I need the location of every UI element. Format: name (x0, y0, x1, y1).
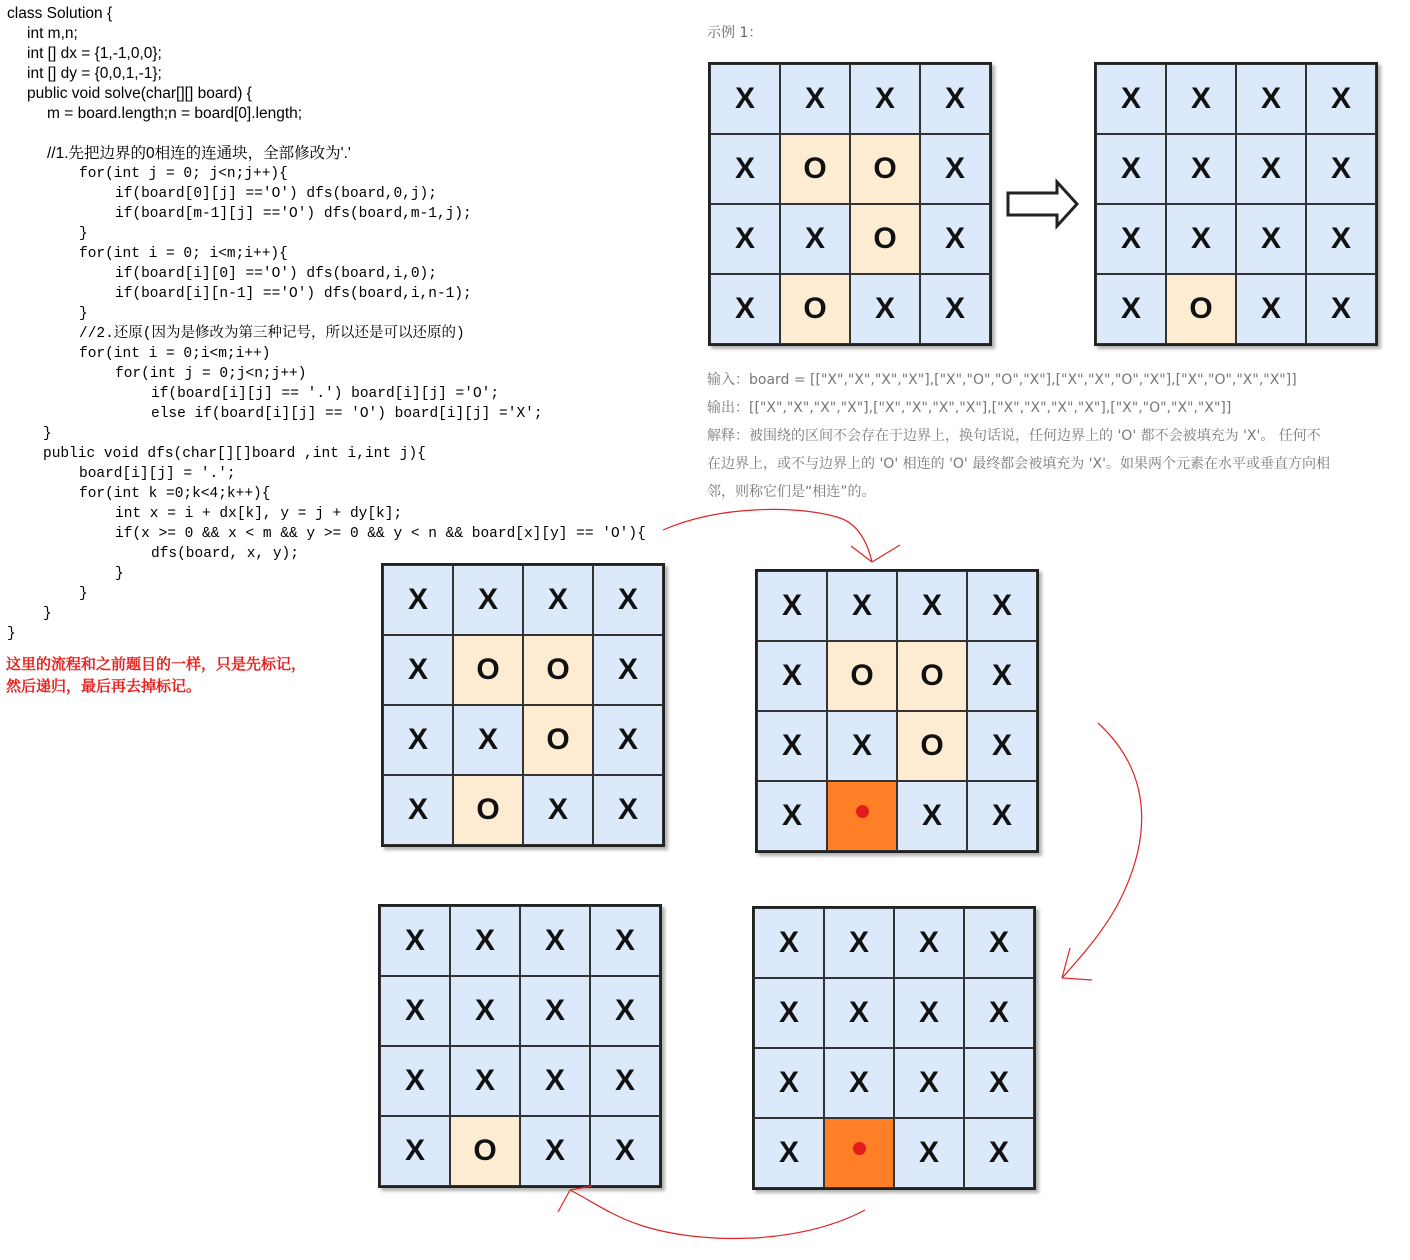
board-cell-o: O (850, 134, 920, 204)
board-cell-x: X (380, 1116, 450, 1186)
board-cell-o: O (453, 635, 523, 705)
board-cell-o: O (780, 134, 850, 204)
example-explanation-2: 在边界上，或不与边界上的 'O' 相连的 'O' 最终都会被填充为 'X'。如果两个元素在水平或垂直方向相 (707, 456, 1330, 472)
board-cell-x: X (1306, 134, 1376, 204)
board-cell-x: X (380, 906, 450, 976)
code-line: int [] dx = {1,-1,0,0}; (27, 45, 162, 62)
code-line: dfs(board, x, y); (151, 546, 299, 562)
flow-arrow-1-head-icon (851, 545, 900, 562)
code-line: } (115, 566, 124, 582)
code-line: } (79, 306, 88, 322)
board-cell-x: X (710, 204, 780, 274)
board-cell-x: X (827, 711, 897, 781)
board-cell-x: X (453, 705, 523, 775)
board-cell-x: X (757, 641, 827, 711)
board-cell-x: X (710, 64, 780, 134)
code-line: class Solution { (7, 5, 113, 22)
board-cell-x: X (383, 705, 453, 775)
board-cell-x: X (754, 1118, 824, 1188)
board-cell-x: X (590, 1116, 660, 1186)
board-cell-x: X (520, 906, 590, 976)
code-line: } (79, 586, 88, 602)
code-line: } (7, 626, 16, 642)
flow-arrow-2-head-icon (1062, 948, 1092, 980)
code-line: } (43, 426, 52, 442)
board-cell-o: O (827, 641, 897, 711)
board-cell-x: X (824, 978, 894, 1048)
board-cell-x: X (920, 134, 990, 204)
board-cell-o: O (453, 775, 523, 845)
code-line: //2.还原(因为是修改为第三种记号，所以还是可以还原的) (79, 326, 465, 342)
board-cell-x: X (710, 134, 780, 204)
flow-arrow-1-icon (663, 509, 872, 562)
board-cell-x: X (523, 565, 593, 635)
code-line: } (79, 226, 88, 242)
board-cell-x: X (593, 705, 663, 775)
code-line: int m,n; (27, 25, 78, 42)
code-line: } (43, 606, 52, 622)
board-cell-o: O (897, 711, 967, 781)
board-cell-x: X (1096, 204, 1166, 274)
board-cell-x: X (383, 565, 453, 635)
board-cell-x: X (894, 908, 964, 978)
board-cell-x: X (757, 781, 827, 851)
board-cell-x: X (964, 1048, 1034, 1118)
board-cell-x: X (824, 908, 894, 978)
code-line: int [] dy = {0,0,1,-1}; (27, 65, 162, 82)
code-line: else if(board[i][j] == 'O') board[i][j] ='X'; (151, 406, 543, 422)
board-cell-x: X (894, 1048, 964, 1118)
board-cell-x: X (1096, 64, 1166, 134)
board-cell-x: X (1166, 64, 1236, 134)
code-line: for(int j = 0; j<n;j++){ (79, 166, 288, 182)
board-cell-x: X (757, 571, 827, 641)
board-cell-x: X (827, 571, 897, 641)
board-cell-x: X (967, 711, 1037, 781)
board-cell-x: X (824, 1048, 894, 1118)
code-line: if(board[m-1][j] =='O') dfs(board,m-1,j); (115, 206, 472, 222)
code-line: public void dfs(char[][]board ,int i,int j){ (43, 446, 426, 462)
board-cell-x: X (964, 908, 1034, 978)
example-explanation-3: 邻，则称它们是“相连”的。 (707, 484, 876, 500)
board-cell-x: X (453, 565, 523, 635)
board-cell-x: X (757, 711, 827, 781)
board-cell-x: X (590, 1046, 660, 1116)
board-cell-o: O (523, 635, 593, 705)
code-line: m = board.length;n = board[0].length; (47, 105, 303, 122)
board-cell-x: X (1306, 204, 1376, 274)
example-input-text: 输入：board = [["X","X","X","X"],["X","O","O","X"],["X","X","O","X"],["X","O","X","X"]] (707, 372, 1297, 388)
board-cell-x: X (520, 976, 590, 1046)
board-cell-x: X (590, 906, 660, 976)
board-cell-x: X (920, 64, 990, 134)
board-cell-x: X (894, 978, 964, 1048)
board-cell-x: X (894, 1118, 964, 1188)
code-line: for(int i = 0;i<m;i++) (79, 346, 271, 362)
code-line: board[i][j] = '.'; (79, 466, 236, 482)
board-cell-x: X (593, 775, 663, 845)
board-cell-x: X (450, 1046, 520, 1116)
example-explanation-1: 解释：被围绕的区间不会存在于边界上，换句话说，任何边界上的 'O' 都不会被填充为 'X'。 任何不 (707, 428, 1321, 444)
board-cell-x: X (1236, 204, 1306, 274)
board-cell-x: X (380, 1046, 450, 1116)
flow-arrow-2-icon (1062, 723, 1142, 978)
board-cell-x: X (967, 781, 1037, 851)
code-line: for(int k =0;k<4;k++){ (79, 486, 271, 502)
code-line: if(board[i][0] =='O') dfs(board,i,0); (115, 266, 437, 282)
code-line: int x = i + dx[k], y = j + dy[k]; (115, 506, 403, 522)
board-cell-x: X (1236, 134, 1306, 204)
flow-arrow-3-icon (570, 1190, 865, 1239)
board-cell-x: X (383, 775, 453, 845)
board-cell-x: X (710, 274, 780, 344)
board-cell-x: X (754, 908, 824, 978)
board-cell-x: X (1236, 64, 1306, 134)
board-cell-x: X (450, 906, 520, 976)
board-cell-x: X (964, 978, 1034, 1048)
board-cell-x: X (1306, 274, 1376, 344)
code-line: for(int i = 0; i<m;i++){ (79, 246, 288, 262)
board-cell-x: X (780, 204, 850, 274)
example-title: 示例 1： (707, 25, 763, 41)
board-cell-x: X (593, 635, 663, 705)
board-cell-x: X (1166, 134, 1236, 204)
code-line: public void solve(char[][] board) { (27, 85, 252, 102)
board-cell-x: X (1096, 134, 1166, 204)
code-line: if(board[i][j] == '.') board[i][j] ='O'; (151, 386, 500, 402)
code-line: //1.先把边界的0相连的连通块，全部修改为'.' (47, 145, 351, 162)
board-cell-x: X (920, 274, 990, 344)
board-cell-x: X (964, 1118, 1034, 1188)
board-cell-x: X (920, 204, 990, 274)
board-cell-x: X (380, 976, 450, 1046)
note-line-2: 然后递归，最后再去掉标记。 (6, 677, 202, 695)
board-cell-x: X (967, 641, 1037, 711)
board-cell-x: X (590, 976, 660, 1046)
board-cell-x: X (593, 565, 663, 635)
board-cell-x: X (1306, 64, 1376, 134)
code-line: if(board[i][n-1] =='O') dfs(board,i,n-1); (115, 286, 472, 302)
board-cell-o: O (780, 274, 850, 344)
board-cell-x: X (1096, 274, 1166, 344)
board-cell-o: O (1166, 274, 1236, 344)
board-cell-x: X (754, 1048, 824, 1118)
board-cell-o: O (523, 705, 593, 775)
board-cell-x: X (520, 1116, 590, 1186)
board-cell-x: X (1236, 274, 1306, 344)
board-cell-x: X (780, 64, 850, 134)
board-cell-o: O (850, 204, 920, 274)
transform-arrow-icon (1008, 182, 1077, 226)
board-cell-o: O (450, 1116, 520, 1186)
board-cell-x: X (897, 781, 967, 851)
board-cell-x: X (450, 976, 520, 1046)
board-cell-x: X (967, 571, 1037, 641)
board-cell-x: X (520, 1046, 590, 1116)
board-cell-x: X (383, 635, 453, 705)
board-cell-x: X (523, 775, 593, 845)
board-cell-x: X (754, 978, 824, 1048)
board-cell-x: X (1166, 204, 1236, 274)
board-cell-o: O (897, 641, 967, 711)
code-line: if(board[0][j] =='O') dfs(board,0,j); (115, 186, 437, 202)
note-line-1: 这里的流程和之前题目的一样，只是先标记， (6, 655, 307, 673)
code-line: if(x >= 0 && x < m && y >= 0 && y < n && board[x][y] == 'O'){ (115, 526, 646, 542)
example-output-text: 输出：[["X","X","X","X"],["X","X","X","X"],["X","X","X","X"],["X","O","X","X"]] (707, 400, 1232, 416)
board-cell-x: X (850, 274, 920, 344)
board-cell-x: X (897, 571, 967, 641)
board-cell-x: X (850, 64, 920, 134)
code-line: for(int j = 0;j<n;j++) (115, 366, 307, 382)
